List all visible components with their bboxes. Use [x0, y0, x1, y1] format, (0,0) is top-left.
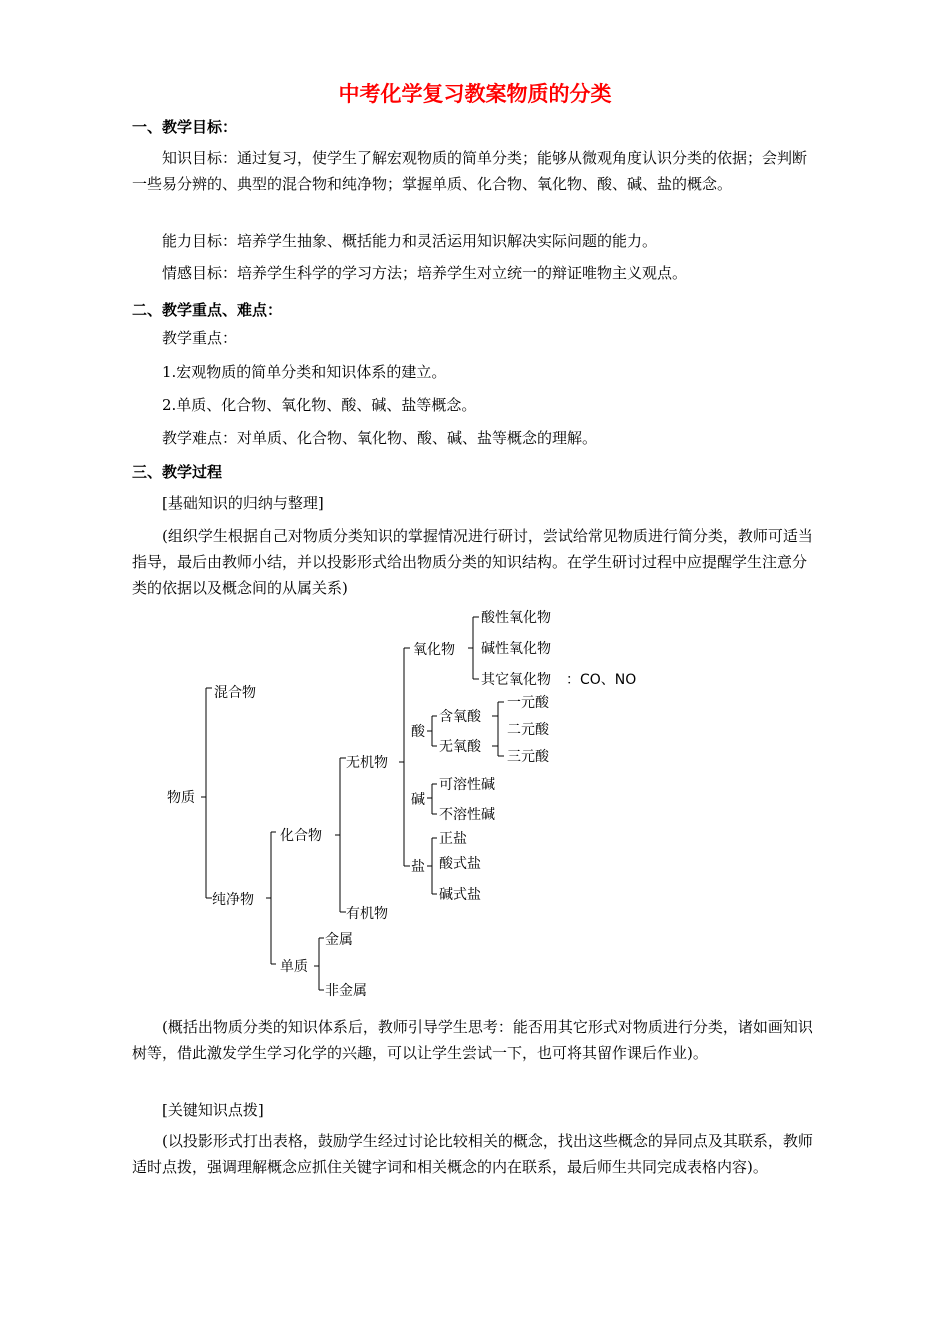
node-oxide: 氧化物 [413, 642, 455, 658]
paragraph-organize-students: (组织学生根据自己对物质分类知识的掌握情况进行研讨，尝试给常见物质进行简分类，教师可适当指导，最后由教师小结，并以投影形式给出物质分类的知识结构。在学生研讨过程中应提醒学生注意分类的依据以及概念间的从属关系) [132, 527, 813, 597]
node-normal-salt: 正盐 [439, 831, 467, 847]
paragraph-knowledge-goal: 知识目标：通过复习，使学生了解宏观物质的简单分类；能够从微观角度认识分类的依据；会判断一些易分辨的、典型的混合物和纯净物；掌握单质、化合物、氧化物、酸、碱、盐的概念。 [132, 149, 808, 193]
node-insoluble-base: 不溶性碱 [439, 807, 495, 823]
node-acidic-oxide: 酸性氧化物 [481, 610, 551, 626]
node-organic: 有机物 [346, 906, 388, 922]
node-matter: 物质 [167, 790, 195, 806]
paragraph-table-discussion: (以投影形式打出表格，鼓励学生经过讨论比较相关的概念，找出这些概念的异同点及其联系，教师适时点拨，强调理解概念应抓住关键字词和相关概念的内在联系，最后师生共同完成表格内容)。 [132, 1132, 813, 1176]
paragraph-knowledge-tree: (概括出物质分类的知识体系后，教师引导学生思考：能否用其它形式对物质进行分类，诸如画知识树等，借此激发学生学习化学的兴趣，可以让学生尝试一下，也可将其留作课后作业)。 [132, 1018, 813, 1062]
node-compound: 化合物 [280, 828, 322, 844]
node-element-substance: 单质 [280, 959, 308, 975]
node-pure-substance: 纯净物 [212, 892, 254, 908]
bracket-heading-basic-knowledge: [基础知识的归纳与整理] [162, 494, 324, 512]
node-diprotic-acid: 二元酸 [507, 722, 549, 738]
key-points-label: 教学重点： [162, 329, 238, 347]
node-basic-oxide: 碱性氧化物 [481, 641, 551, 657]
node-nonmetal: 非金属 [325, 983, 367, 999]
node-acid: 酸 [411, 724, 425, 740]
key-point-1: 1.宏观物质的简单分类和知识体系的建立。 [162, 363, 447, 381]
document-title: 中考化学复习教案物质的分类 [338, 82, 612, 106]
node-soluble-base: 可溶性碱 [439, 777, 495, 793]
node-oxyacid: 含氧酸 [439, 709, 481, 725]
node-mixture: 混合物 [214, 685, 256, 701]
node-basic-salt: 碱式盐 [439, 887, 481, 903]
node-acid-salt: 酸式盐 [439, 856, 481, 872]
node-metal: 金属 [325, 932, 353, 948]
key-point-2: 2.单质、化合物、氧化物、酸、碱、盐等概念。 [162, 396, 477, 414]
difficulty-line: 教学难点：对单质、化合物、氧化物、酸、碱、盐等概念的理解。 [162, 429, 598, 447]
section-heading-goals: 一、教学目标： [132, 118, 238, 136]
node-triprotic-acid: 三元酸 [507, 749, 549, 765]
bracket-heading-key-knowledge: [关键知识点拨] [162, 1101, 264, 1119]
section-heading-key-points: 二、教学重点、难点： [132, 301, 283, 319]
node-monoprotic-acid: 一元酸 [507, 695, 549, 711]
section-heading-process: 三、教学过程 [132, 463, 223, 481]
node-inorganic: 无机物 [346, 755, 388, 771]
node-other-oxide-examples: ：CO、NO [566, 672, 637, 688]
paragraph-ability-goal: 能力目标：培养学生抽象、概括能力和灵活运用知识解决实际问题的能力。 [162, 232, 658, 250]
paragraph-emotion-goal: 情感目标：培养学生科学的学习方法；培养学生对立统一的辩证唯物主义观点。 [162, 264, 688, 282]
node-hydracid: 无氧酸 [439, 739, 481, 755]
node-salt: 盐 [411, 859, 425, 875]
node-base: 碱 [411, 792, 425, 808]
node-other-oxide: 其它氧化物 [481, 672, 551, 688]
